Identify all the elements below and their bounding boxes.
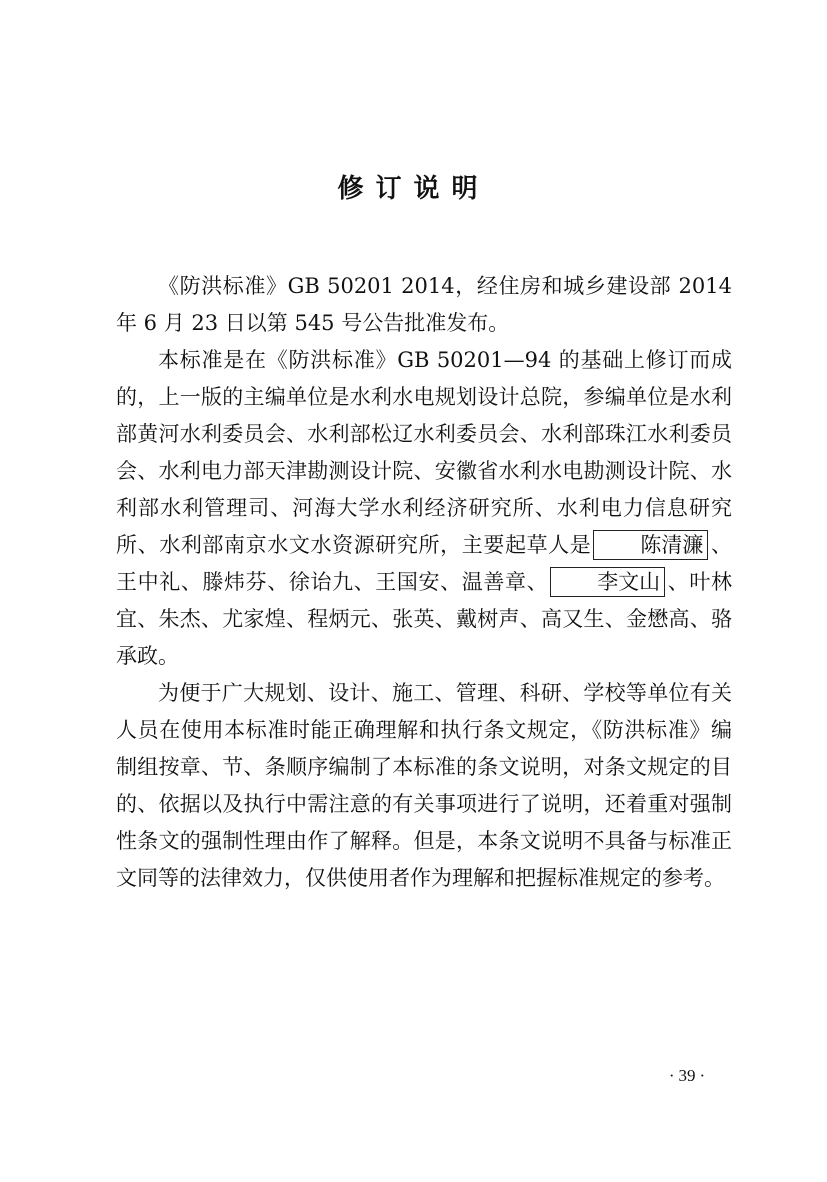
- page-number-bullet-left: ·: [668, 1066, 675, 1085]
- page-title: 修订说明: [337, 174, 490, 204]
- page-number: [652, 1066, 722, 1086]
- boxed-name-2: 李文山: [550, 567, 665, 597]
- revision-history-text-1: 本标准是在《防洪标准》GB 50201—94 的基础上修订而成的，上一版的主编单位是水利水电规划设计总院，参编单位是水利部黄河水利委员会、水利部松辽水利委员会、水利部珠江水利委员会、水利电力部天津勘测设计院、安徽省水利水电勘测设计院、水利部水利管理司、河海大学水利经济研究所、水利电力信息研究所、水利部南京水文水资源研究所，主要起草人是: [116, 348, 732, 557]
- boxed-name-1: 陈清濂: [593, 530, 708, 560]
- paragraph-explanation-purpose: 为便于广大规划、设计、施工、管理、科研、学校等单位有关人员在使用本标准时能正确理解和执行条文规定，《防洪标准》编制组按章、节、条顺序编制了本标准的条文说明，对条文规定的目的、依据以及执行中需注意的有关事项进行了说明，还着重对强制性条文的强制性理由作了解释。但是，本条文说明不具备与标准正文同等的法律效力，仅供使用者作为理解和把握标准规定的参考。: [116, 681, 732, 890]
- page-number-value: 39: [678, 1066, 696, 1085]
- paragraph-publication: 《防洪标准》GB 50201 2014，经住房和城乡建设部 2014 年 6 月 23 日以第 545 号公告批准发布。: [116, 274, 732, 335]
- revision-history-text-3: 、叶林宜、朱杰、尤家煌、程炳元、张英、戴树声、高又生、金懋高、骆承政。: [116, 570, 733, 668]
- paragraph-revision-history: [116, 342, 732, 675]
- document-body: [116, 268, 732, 897]
- page-number-bullet-right: ·: [699, 1066, 706, 1085]
- revision-history-text-2: 、王中礼、滕炜芬、徐诒九、王国安、温善章、: [116, 533, 732, 594]
